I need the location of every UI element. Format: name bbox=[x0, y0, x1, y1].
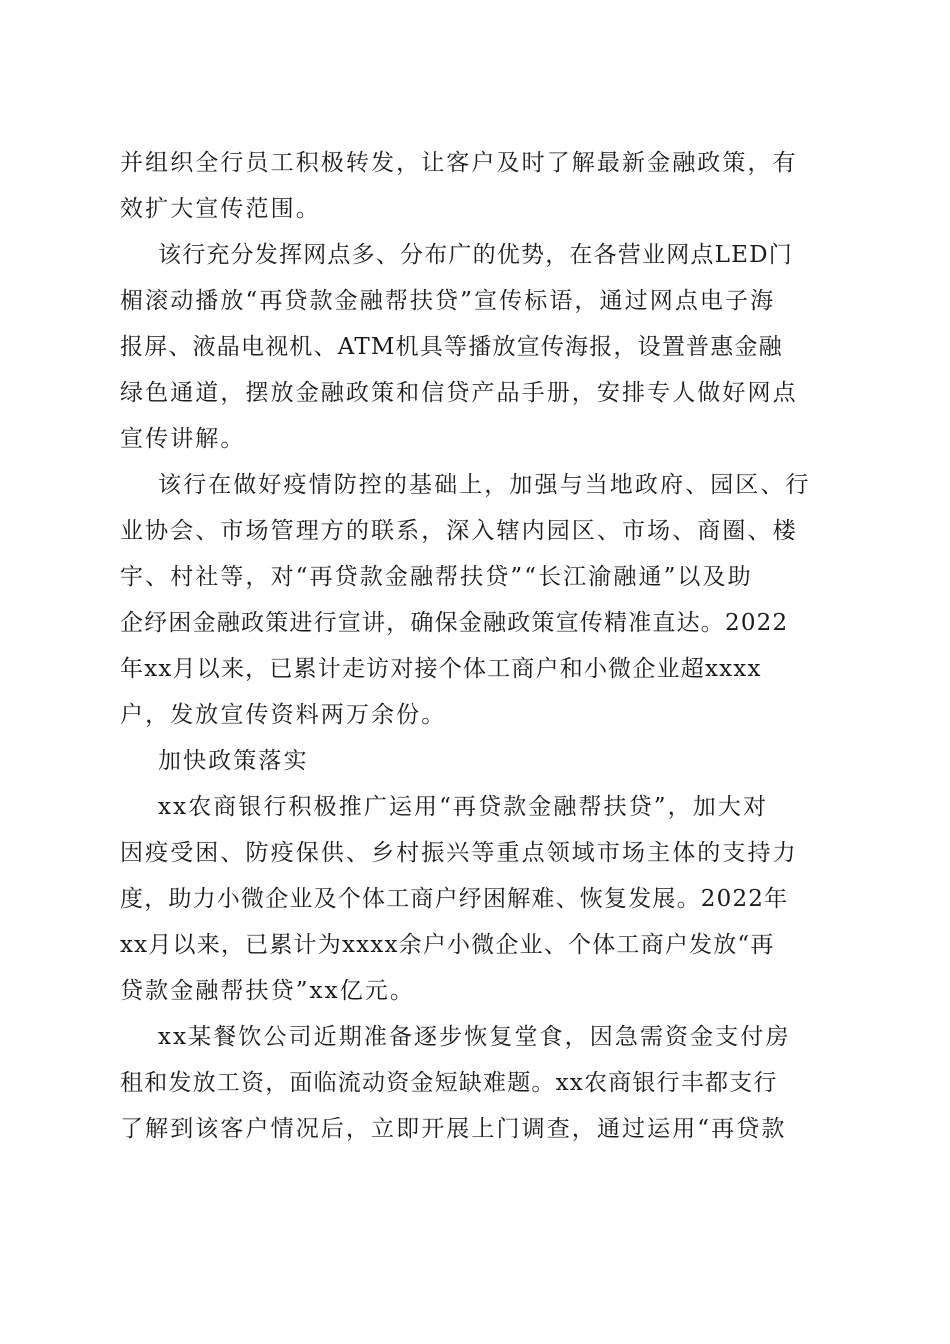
paragraph-line: 了解到该客户情况后，立即开展上门调查，通过运用“再贷款 bbox=[120, 1116, 787, 1142]
paragraph-line: 企纾困金融政策进行宣讲，确保金融政策宣传精准直达。2022 bbox=[120, 610, 789, 636]
paragraph-line: 报屏、液晶电视机、ATM机具等播放宣传海报，设置普惠金融 bbox=[120, 334, 783, 360]
paragraph-4 bbox=[120, 784, 830, 1014]
paragraph-line: 度，助力小微企业及个体工商户纾困解难、恢复发展。2022年 bbox=[120, 886, 789, 912]
paragraph-3 bbox=[120, 462, 830, 738]
document-body bbox=[120, 140, 830, 1152]
paragraph-line: xx某餐饮公司近期准备逐步恢复堂食，因急需资金支付房 bbox=[158, 1024, 791, 1050]
paragraph-1 bbox=[120, 140, 830, 232]
paragraph-line: xx月以来，已累计为xxxx余户小微企业、个体工商户发放“再 bbox=[120, 932, 775, 958]
paragraph-line: 因疫受困、防疫保供、乡村振兴等重点领域市场主体的支持力 bbox=[120, 840, 798, 866]
paragraph-line: 该行充分发挥网点多、分布广的优势，在各营业网点LED门 bbox=[158, 242, 793, 268]
paragraph-2 bbox=[120, 232, 830, 462]
paragraph-line: 贷款金融帮扶贷”xx亿元。 bbox=[120, 978, 416, 1004]
paragraph-line: 业协会、市场管理方的联系，深入辖内园区、市场、商圈、楼 bbox=[120, 518, 798, 544]
paragraph-line: 该行在做好疫情防控的基础上，加强与当地政府、园区、行 bbox=[158, 472, 811, 498]
paragraph-line: 租和发放工资，面临流动资金短缺难题。xx农商银行丰都支行 bbox=[120, 1070, 778, 1096]
paragraph-line: 户，发放宣传资料两万余份。 bbox=[120, 702, 447, 728]
paragraph-line: 宇、村社等，对“再贷款金融帮扶贷”“长江渝融通”以及助 bbox=[120, 564, 753, 590]
paragraph-5 bbox=[120, 1014, 830, 1152]
paragraph-line: 宣传讲解。 bbox=[120, 426, 246, 452]
paragraph-line: 效扩大宣传范围。 bbox=[120, 196, 321, 222]
section-heading bbox=[120, 738, 830, 784]
paragraph-line: 绿色通道，摆放金融政策和信贷产品手册，安排专人做好网点 bbox=[120, 380, 798, 406]
paragraph-line: 并组织全行员工积极转发，让客户及时了解最新金融政策，有 bbox=[120, 150, 798, 176]
section-heading-text: 加快政策落实 bbox=[158, 748, 309, 774]
paragraph-line: 年xx月以来，已累计走访对接个体工商户和小微企业超xxxx bbox=[120, 656, 762, 682]
paragraph-line: 楣滚动播放“再贷款金融帮扶贷”宣传标语，通过网点电子海 bbox=[120, 288, 776, 314]
paragraph-line: xx农商银行积极推广运用“再贷款金融帮扶贷”，加大对 bbox=[158, 794, 769, 820]
